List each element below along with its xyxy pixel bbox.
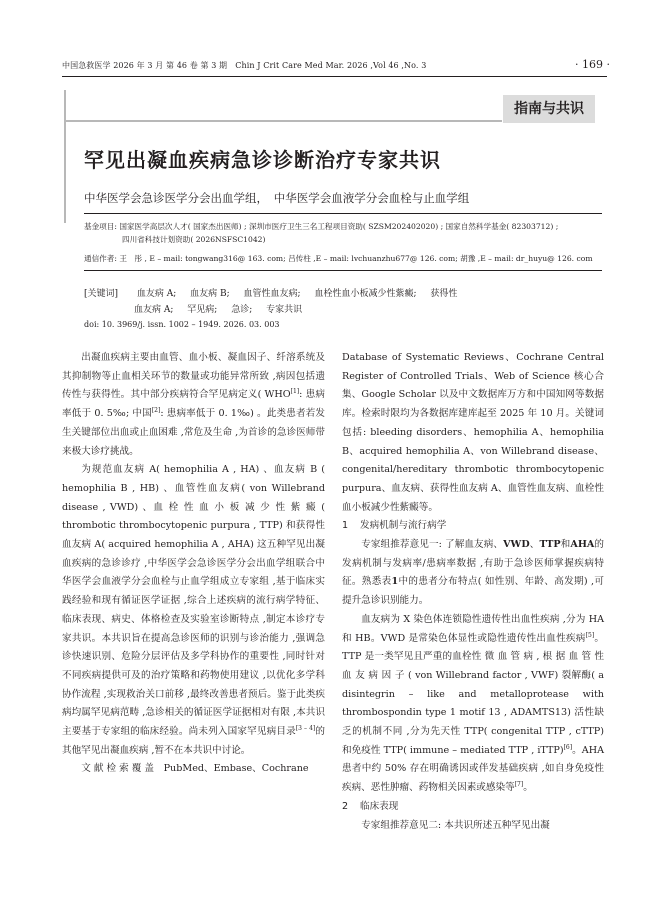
citation: [6] [563,743,573,751]
running-header: 中国急救医学 2026 年 3 月 第 46 卷 第 3 期 Chin J Crit Care Med Mar. 2026 ,Vol 46 ,No. 3 [62,61,427,70]
keyword: 血友病 A; [134,305,174,315]
paragraph: 为规范血友病 A( hemophilia A , HA) 、血友病 B ( hemophilia B , HB) 、血管性血友病( von Willebrand disease , VWD) 、血 栓 性 血 小 板 减 少 性 紫 癜 ( thrombotic thrombocytopenic purpura , TTP) 和获得性血友病 A( acquired hemophilia A , AHA) 这五种罕见出凝血疾病的急诊诊疗 ,中华医学会急诊医学分会出血学组联合中华医学会血液学分会血栓与止血学组成立专家组 ,基于临床实践经验和现有循证医学证据 ,综合上述疾病的流行病学特征、临床表现、病史、体格检查及实验室诊断特点 ,制定本诊疗专家共识。本共识旨在提高急诊医师的识别与诊治能力 ,强调急诊快速识别、危险分层评估及多学科协作的重要性 ,同时针对不同疾病提供可及的治疗策略和药物使用建议 ,以优化多学科协作流程 ,实现救治关口前移 ,最终改善患者预后。鉴于此类疾病均属罕见病范畴 ,急诊相关的循证医学证据相对有限 ,本共识主要基于专家组的临床经验。尚未列入国家罕见病目录[3 – 4]的其他罕见出凝血疾病 ,暂不在本共识中讨论。 [62,464,326,756]
paragraph: 文 献 检 索 覆 盖 PubMed、Embase、Cochrane [81,763,309,775]
keyword: 血友病 A; [136,289,177,299]
meta-divider [84,213,602,214]
decorative-vertical-bar [64,90,66,223]
keyword: 急诊; [231,305,253,315]
citation: [1] [290,388,300,396]
decorative-horizontal-bar [64,120,502,122]
keywords-block [84,286,468,318]
funding-line-2: 四川省科技计划资助( 2026NSFSC1042) [122,235,266,244]
funding-info [84,220,604,246]
recommendation-1: 专家组推荐意见一: 了解血友病、VWD、TTP和AHA的发病机制与发病率/患病率数据 ,有助于急诊医师掌握疾病特征。熟悉表1中的患者分布特点( 如性别、年龄、高发期) ,可提升急诊识别能力。 [342,539,605,607]
section-heading-1: 1 发病机制与流行病学 [342,520,447,532]
keyword: 罕见病; [187,305,218,315]
citation: [2] [151,406,161,414]
keyword: 血友病 B; [190,289,230,299]
body-column-left [62,349,325,779]
header-rule [62,76,607,77]
body-column-right [342,349,604,835]
recommendation-2: 专家组推荐意见二: 本共识所述五种罕见出凝 [361,819,550,831]
article-title: 罕见出凝血疾病急诊诊断治疗专家共识 [84,148,441,172]
paragraph: 血友病为 X 染色体连锁隐性遗传性出血性疾病 ,分为 HA 和 HB。VWD 是常染色体显性或隐性遗传性出血性疾病[5]。TTP 是一类罕见且严重的血栓性 微 血 管 病 , 根 据 血 管 性 血 友 病 因 子 ( von Willebrand factor , VWF) 裂解酶( a disintegrin – like and metalloprotease with thrombospondin type 1 motif 13 , ADAMTS13) 活性缺乏的机制不同 ,分为先天性 TTP( congenital TTP , cTTP) 和免疫性 TTP( immune – mediated TTP , iTTP)[6]。AHA 患者中约 50% 存在明确诱因或伴发基础疾病 ,如自身免疫性疾病、恶性肿瘤、药物相关因素或感染等[7]。 [342,613,605,794]
keyword: 专家共识 [266,305,303,315]
paragraph-continued: Database of Systematic Reviews、Cochrane Central Register of Controlled Trials、Web of Science 核心合集、Google Scholar 以及中文数据库万方和中国知网等数据库。检索时限均为各数据库建库起至 2025 年 10 月。关键词包括: bleeding disorders、hemophilia A、hemophilia B、acquired hemophilia A、von Willebrand disease、congenital/hereditary thrombotic thrombocytopenic purpura、血友病、获得性血友病 A、血管性血友病、血栓性血小板减少性紫癜等。 [342,352,604,513]
page-number: · 169 · [575,58,610,71]
section-heading-2: 2 临床表现 [342,800,399,812]
paragraph: 出凝血疾病主要由血管、血小板、凝血因子、纤溶系统及其抑制物等止血相关环节的数量或功能异常所致 ,病因包括遗传性与获得性。其中部分疾病符合罕见病定义( WHO[1]: 患病率低于 0. 5‰; 中国[2]: 患病率低于 0. 1‰) 。此类患者若发生关键部位出血或止血困难 ,常危及生命 ,为首诊的急诊医师带来极大诊疗挑战。 [62,352,325,457]
keyword: 血管性血友病; [243,289,301,299]
author-line: 中华医学会急诊医学分会出血学组， 中华医学会血液学分会血栓与止血学组 [84,191,470,205]
keywords-line-1 [84,286,468,302]
citation: [3 – 4] [295,724,316,732]
meta-divider-2 [84,270,602,271]
keywords-line-2 [84,302,468,318]
keyword: 获得性 [430,289,458,299]
section-tag: 指南与共识 [503,95,595,123]
keywords-label: [关键词] [84,289,119,299]
citation: [7] [514,780,524,788]
doi: doi: 10. 3969/j. issn. 1002 – 1949. 2026. 03. 003 [84,320,280,329]
citation: [5] [585,631,595,639]
funding-line-1: 基金项目: 国家医学高层次人才( 国家杰出医师) ; 深圳市医疗卫生三名工程项目资助( SZSM202402020) ; 国家自然科学基金( 82303712) ; [84,222,559,231]
correspondence-info: 通信作者: 王 彤 , E – mail: tongwang316@ 163. com; 吕传柱 ,E – mail: lvchuanzhu677@ 126. com; 胡豫 ,E – mail: dr_huyu@ 126. com [84,254,593,263]
keyword: 血栓性血小板减少性紫癜; [314,289,417,299]
